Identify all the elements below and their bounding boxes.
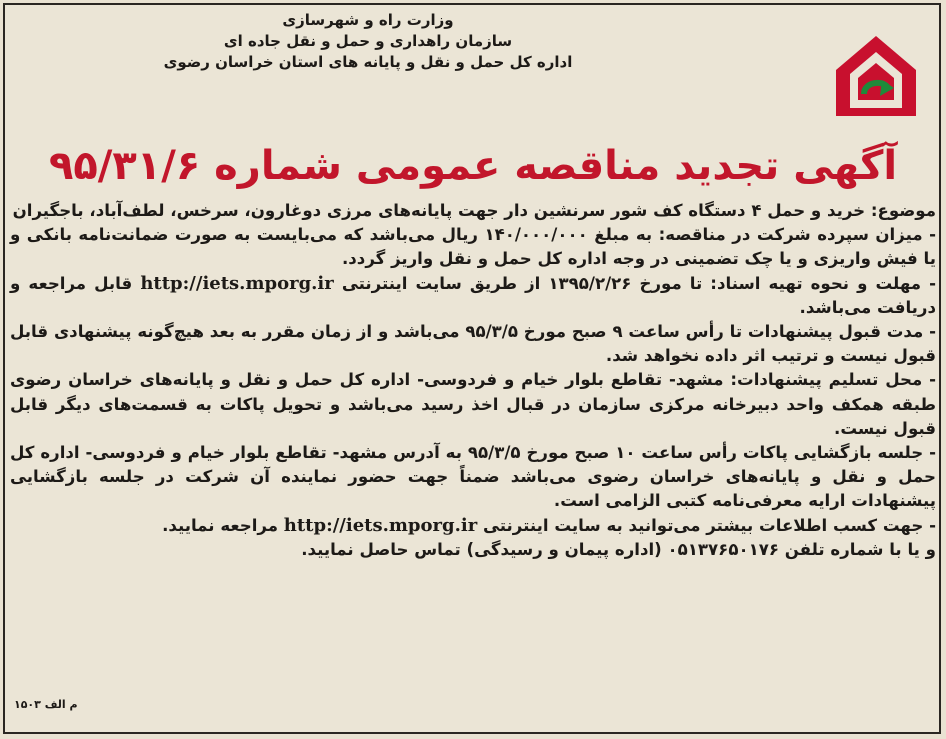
website-link[interactable]: http://iets.mporg.ir [140,272,334,294]
documents-text: - مهلت و نحوه تهیه اسناد: تا مورخ ۱۳۹۵/۲/۲۶ از طریق سایت اینترنتی [341,273,936,293]
notice-title: آگهی تجدید مناقصه عمومی شماره ۹۵/۳۱/۶ [48,143,898,189]
organization-name: سازمان راهداری و حمل و نقل جاده ای [223,32,513,50]
website-link-2[interactable]: http://iets.mporg.ir [283,514,478,536]
documents-text-end: قابل مراجعه و دریافت می‌باشد. [10,273,936,317]
department-name: اداره کل حمل و نقل و پایانه های استان خراسان رضوی [163,53,573,71]
info-text: - جهت کسب اطلاعات بیشتر می‌توانید به سایت اینترنتی [482,515,936,535]
documents-paragraph [10,272,936,320]
subject-paragraph: موضوع: خرید و حمل ۴ دستگاه کف شور سرنشین دار جهت پایانه‌های مرزی دوغارون، سرخس، لطف‌آباد، باجگیران [12,201,936,220]
ministry-logo-icon [828,28,924,124]
opening-session-paragraph: - جلسه بازگشایی پاکات رأس ساعت ۱۰ صبح مورخ ۹۵/۳/۵ به آدرس مشهد- تقاطع بلوار خیام و فردوسی- اداره کل حمل و نقل و پایانه‌های خراسان رضوی می‌باشد ضمناً جهت حضور نماینده آن شرکت در جلسه بازگشایی پیشنهادات ارایه معرفی‌نامه کتبی الزامی است. [10,443,936,511]
deadline-paragraph: - مدت قبول پیشنهادات تا رأس ساعت ۹ صبح مورخ ۹۵/۳/۵ می‌باشد و از زمان مقرر به بعد هیچ‌گونه پیشنهادی قابل قبول نیست و ترتیب اثر داده نخواهد شد. [10,322,937,366]
deposit-paragraph: - میزان سپرده شرکت در مناقصه: به مبلغ ۱۴۰/۰۰۰/۰۰۰ ریال می‌باشد که می‌بایست به صورت ضمانت‌نامه بانکی و یا فیش واریزی و یا چک تضمینی در وجه اداره کل حمل و نقل واریز گردد. [10,225,936,269]
info-text-end: مراجعه نمایید. [162,515,278,535]
info-paragraph [10,514,936,538]
footer-code: م الف ۱۵۰۳ [14,698,78,711]
notice-body [10,199,936,562]
ministry-name: وزارت راه و شهرسازی [282,11,454,29]
header-block [108,10,628,73]
submission-place-paragraph: - محل تسلیم پیشنهادات: مشهد- تقاطع بلوار خیام و فردوسی- اداره کل حمل و نقل و پایانه‌های خراسان رضوی طبقه همکف واحد دبیرخانه مرکزی سازمان در قبال اخذ رسید می‌باشد و تحویل پاکات به قسمت‌های دیگر قابل قبول نیست. [10,370,936,438]
phone-paragraph: و یا با شماره تلفن ۰۵۱۳۷۶۵۰۱۷۶ (اداره پیمان و رسیدگی) تماس حاصل نمایید. [301,539,936,559]
